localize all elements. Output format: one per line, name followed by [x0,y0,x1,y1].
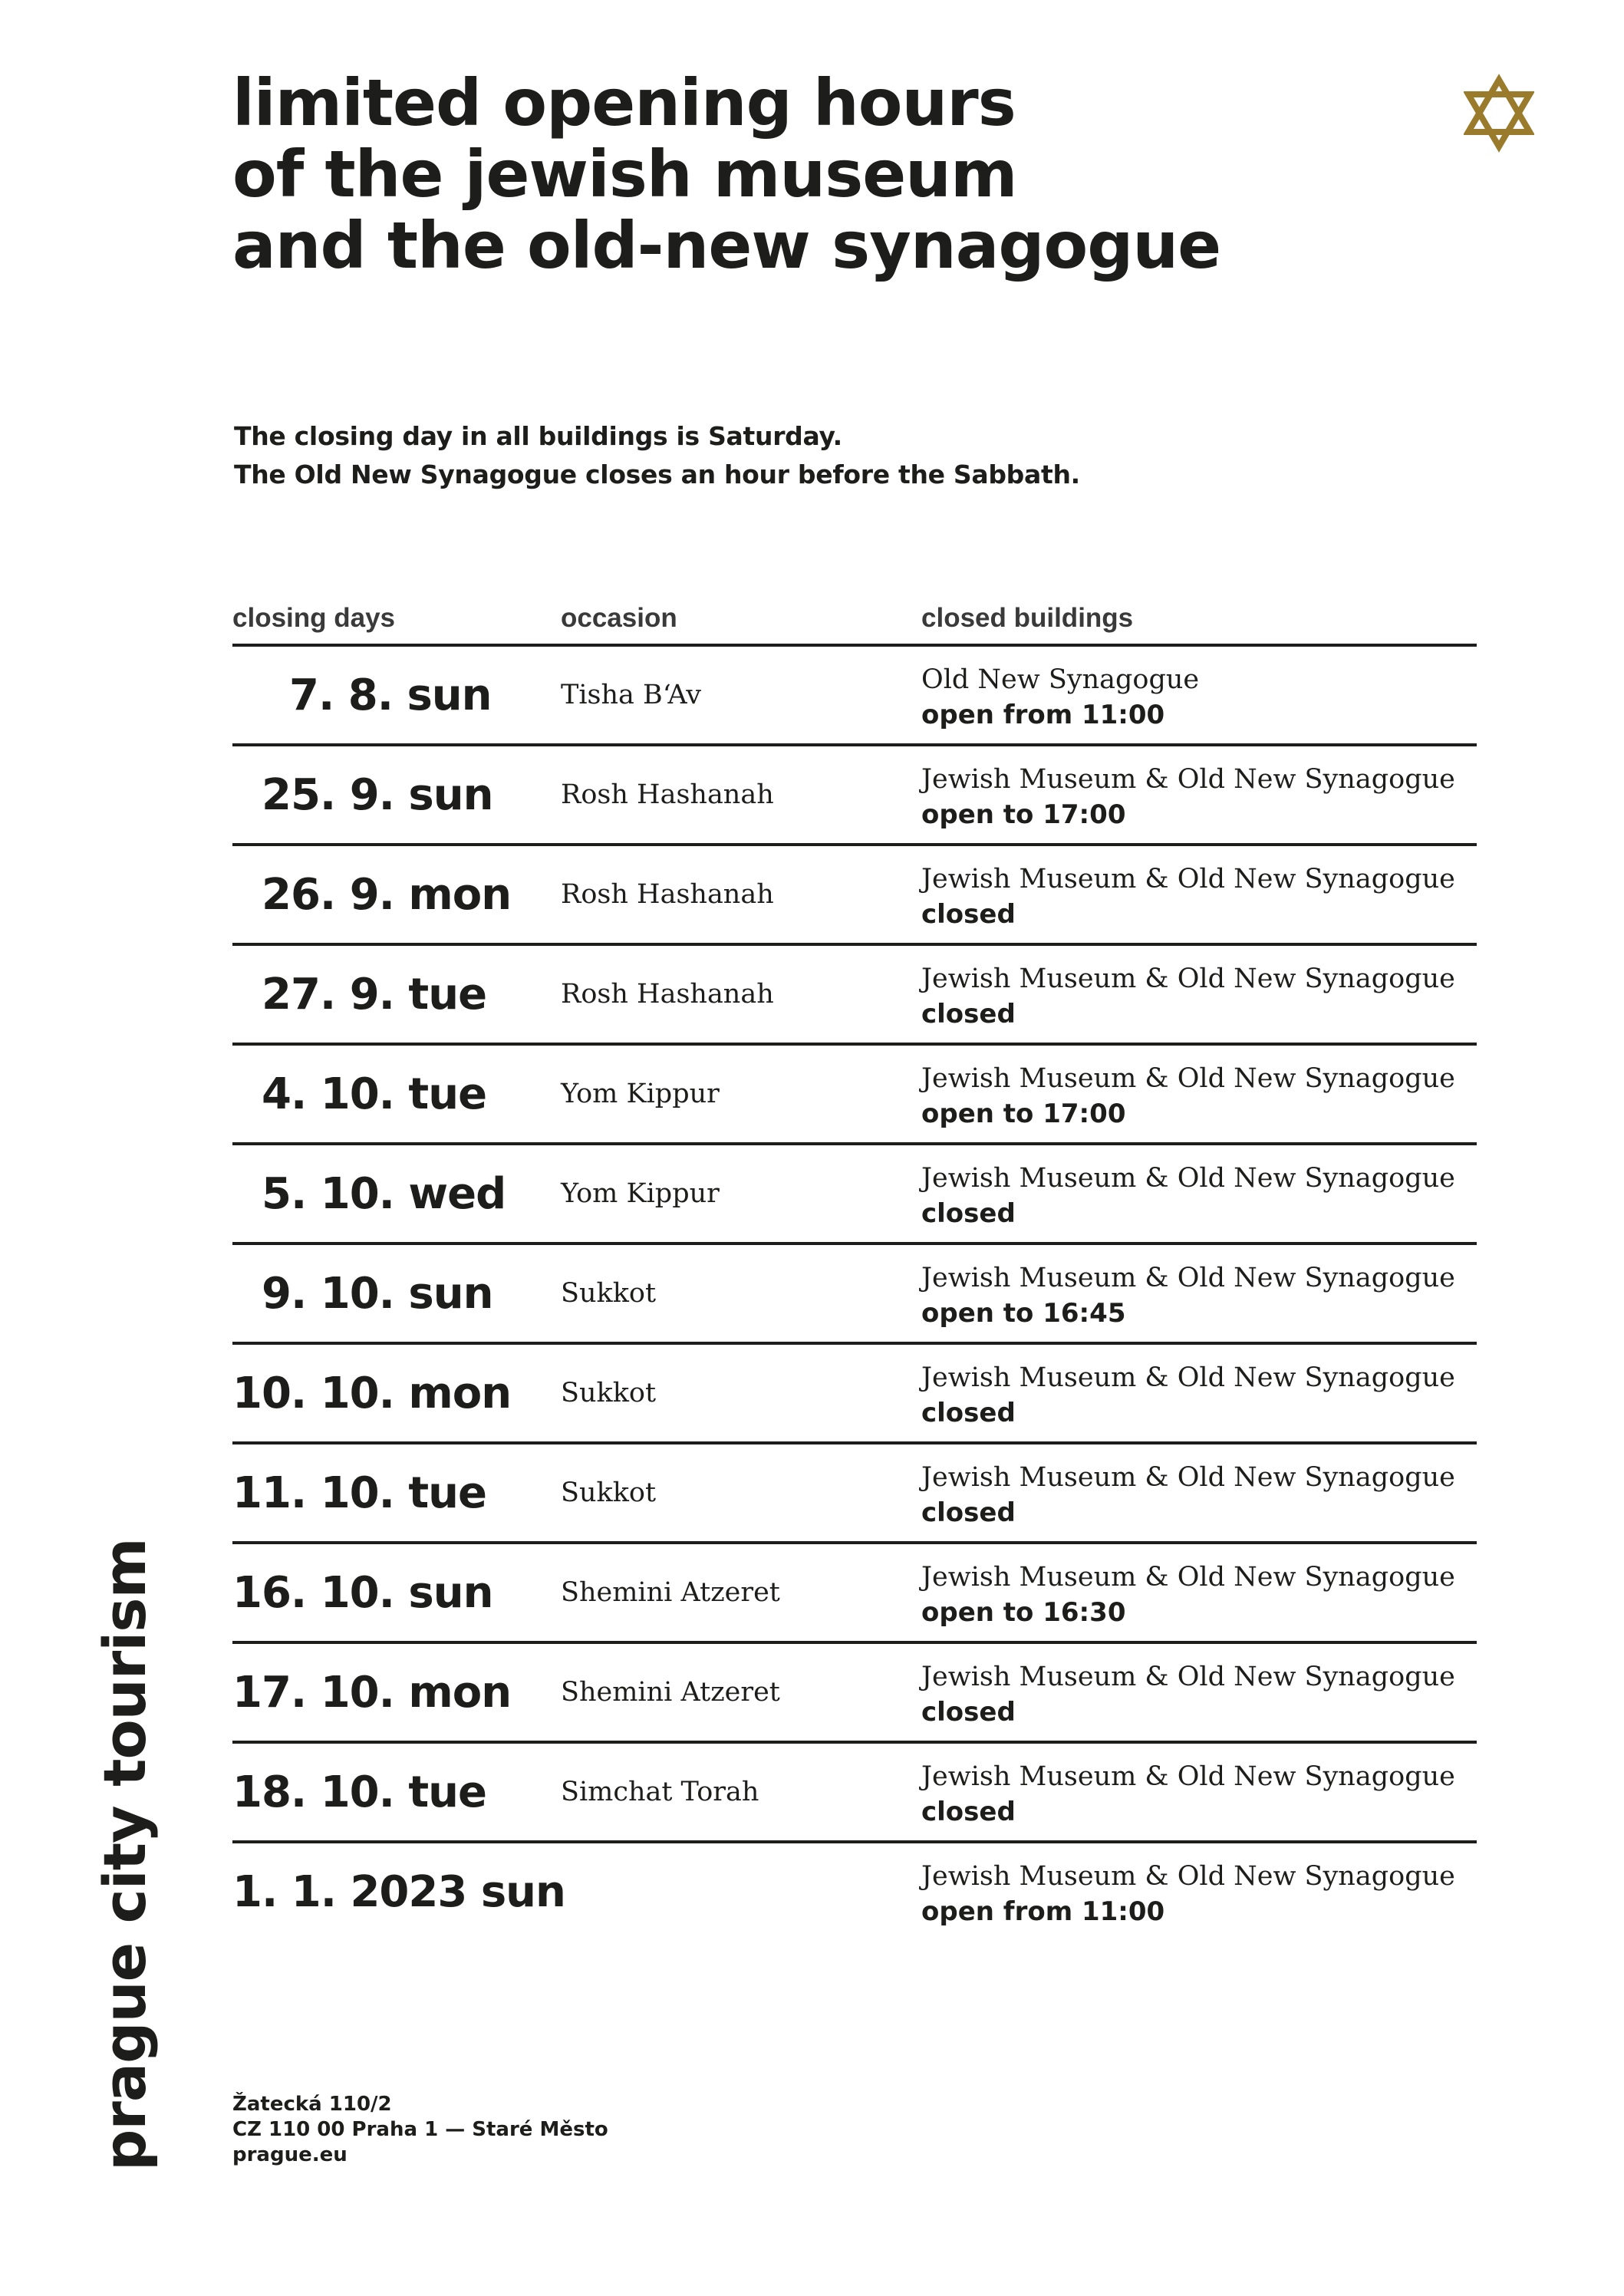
opening-status: open to 17:00 [921,799,1126,830]
intro-line: The closing day in all buildings is Saturday. [234,421,842,451]
table-row [232,1544,1477,1644]
table-row [232,647,1477,746]
buildings-name: Jewish Museum & Old New Synagogue [921,964,1455,994]
opening-status: closed [921,1398,1016,1428]
address-street: Žatecká 110/2 [232,2093,392,2116]
closing-date: 11. 10. tue [232,1468,487,1518]
buildings-name: Jewish Museum & Old New Synagogue [921,1462,1455,1493]
occasion: Sukkot [561,1278,657,1309]
table-row [232,746,1477,846]
page-title [232,65,1221,283]
website-link[interactable]: prague.eu [232,2143,348,2166]
opening-status: open to 17:00 [921,1099,1126,1129]
opening-status: open to 16:45 [921,1298,1126,1329]
opening-status: open from 11:00 [921,1896,1165,1927]
closing-date: 7. 8. sun [289,670,492,720]
buildings-name: Jewish Museum & Old New Synagogue [921,1163,1455,1194]
table-row [232,1444,1477,1544]
buildings-name: Jewish Museum & Old New Synagogue [921,1861,1455,1892]
closed-buildings [921,961,1455,1032]
buildings-name: Jewish Museum & Old New Synagogue [921,764,1455,795]
title-line: of the jewish museum [232,137,1017,212]
occasion: Tisha B‘Av [561,680,701,710]
closed-buildings [921,1460,1455,1530]
column-header-occasion: occasion [561,603,677,633]
closed-buildings [921,762,1455,832]
buildings-name: Jewish Museum & Old New Synagogue [921,1761,1455,1792]
closed-buildings [921,1759,1455,1830]
intro-line: The Old New Synagogue closes an hour before the Sabbath. [234,460,1080,489]
buildings-name: Jewish Museum & Old New Synagogue [921,1063,1455,1094]
occasion: Sukkot [561,1477,657,1508]
buildings-name: Jewish Museum & Old New Synagogue [921,1263,1455,1293]
brand-logo-text: prague city tourism [91,1538,159,2171]
opening-status: open to 16:30 [921,1597,1126,1628]
buildings-name: Jewish Museum & Old New Synagogue [921,1662,1455,1692]
table-row [232,1046,1477,1145]
closed-buildings [921,1260,1455,1331]
opening-status: closed [921,1198,1016,1229]
buildings-name: Jewish Museum & Old New Synagogue [921,1562,1455,1593]
opening-status: closed [921,1697,1016,1728]
buildings-name: Old New Synagogue [921,664,1200,695]
footer-address [232,2092,608,2168]
title-line: limited opening hours [232,65,1016,140]
opening-status: open from 11:00 [921,700,1165,730]
closing-date: 4. 10. tue [262,1069,487,1119]
title-line: and the old-new synagogue [232,208,1221,283]
closing-date: 16. 10. sun [232,1567,493,1618]
table-row [232,846,1477,946]
opening-status: closed [921,899,1016,930]
closing-date: 17. 10. mon [232,1667,512,1718]
column-header-closing-days: closing days [232,603,396,633]
closed-buildings [921,662,1199,733]
buildings-name: Jewish Museum & Old New Synagogue [921,1362,1455,1393]
table-row [232,1843,1477,1940]
buildings-name: Jewish Museum & Old New Synagogue [921,864,1455,894]
closing-date: 1. 1. 2023 sun [232,1866,565,1917]
table-row [232,1245,1477,1345]
closed-buildings [921,861,1455,932]
column-header-closed-buildings: closed buildings [921,603,1134,633]
address-city: CZ 110 00 Praha 1 — Staré Město [232,2118,608,2141]
intro-text [234,417,1080,494]
table-header [232,603,1477,647]
opening-status: closed [921,999,1016,1029]
closing-date: 18. 10. tue [232,1767,487,1817]
closing-date: 27. 9. tue [262,969,487,1020]
closing-date: 10. 10. mon [232,1368,512,1418]
occasion: Sukkot [561,1378,657,1408]
table-row [232,1744,1477,1843]
closing-date: 9. 10. sun [262,1268,493,1319]
occasion: Shemini Atzeret [561,1577,780,1608]
closing-days-table [232,603,1477,1940]
closed-buildings [921,1859,1455,1929]
occasion: Shemini Atzeret [561,1677,780,1708]
opening-status: closed [921,1797,1016,1827]
closed-buildings [921,1061,1455,1132]
table-row [232,1345,1477,1444]
star-of-david-icon [1464,74,1534,153]
occasion: Rosh Hashanah [561,879,774,910]
closing-date: 26. 9. mon [262,869,512,920]
occasion: Simchat Torah [561,1777,759,1807]
occasion: Rosh Hashanah [561,779,774,810]
occasion: Rosh Hashanah [561,979,774,1010]
occasion: Yom Kippur [561,1178,720,1209]
occasion: Yom Kippur [561,1079,720,1109]
closed-buildings [921,1360,1455,1431]
closed-buildings [921,1560,1455,1630]
table-row [232,1644,1477,1744]
closing-date: 25. 9. sun [262,769,493,820]
closed-buildings [921,1659,1455,1730]
opening-status: closed [921,1497,1016,1528]
closed-buildings [921,1161,1455,1231]
closing-date: 5. 10. wed [262,1168,506,1219]
table-row [232,1145,1477,1245]
table-row [232,946,1477,1046]
